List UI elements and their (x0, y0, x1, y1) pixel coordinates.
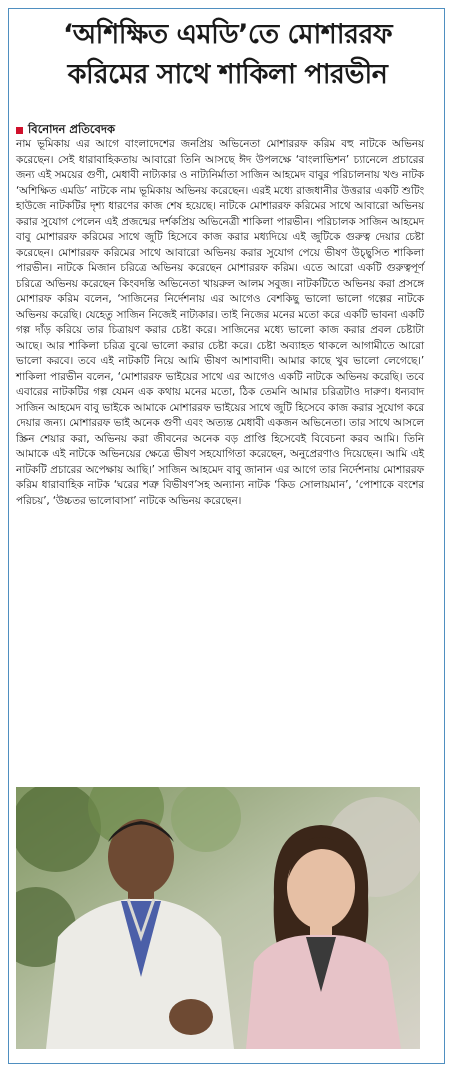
article-photo (16, 787, 420, 1049)
byline-bullet-icon (16, 127, 23, 134)
byline-text: বিনোদন প্রতিবেদক (28, 122, 116, 136)
headline (9, 15, 446, 95)
headline-line-1: ‘অশিক্ষিত এমডি’তে মোশাররফ (62, 19, 393, 50)
article-body: নাম ভূমিকায় এর আগে বাংলাদেশের জনপ্রিয় অভিনেতা মোশাররফ করিম বহু নাটকে অভিনয় করেছেন। সেই ধারাবাহিকতায় আবারো তিনি আসছে ঈদ উপলক্ষে ‘বাংলাভিশন’ চ্যানেলে প্রচারের জন্য এই সময়ের গুণী, মেধাবী নাট্যকার ও নাট্যনির্মাতা সাজিন আহমেদ বাবুর পরিচালনায় খণ্ড নাটক ‘অশিক্ষিত এমডি’ নাটকে নাম ভূমিকায় অভিনয় করেছেন। এরই মধ্যে রাজধানীর উত্তরার একটি শুটিং হাউজে নাটকটির দৃশ্য ধারণের কাজ শেষ হয়েছে। নাটকে মোশাররফ করিমের সাথে আবারো অভিনয় করার সুযোগ পেলেন এই প্রজন্মের দর্শকপ্রিয় অভিনেত্রী শাকিলা পারভীন। পরিচালক সাজিন আহমেদ বাবু মোশাররফ করিমের সাথে জুটি হিসেবে কাজ করার মধ্যদিয়ে এই জুটিকে গুরুত্ব দেয়ার চেষ্টা করেছেন। মোশাররফ করিমের সাথে আবারো অভিনয় করার সুযোগ পেয়ে ভীষণ উচ্ছ্বসিত শাকিলা পারভীন। নাটকে মিজান চরিত্রে অভিনয় করেছেন মোশাররফ করিম। এতে আরো একটি গুরুত্বপূর্ণ চরিত্রে অভিনয় করেছেন কিংবদন্তি অভিনেতা খায়রুল আলম সবুজ। নাটকটিতে অভিনয় করা প্রসঙ্গে মোশারফ করিম বলেন, ‘সাজিনের নির্দেশনায় এর আগেও বেশকিছু ভালো ভালো গল্পের নাটকে অভিনয় করেছি। যেহেতু সাজিন নিজেই নাট্যকার। তাই নিজের মনের মতো করে একটি ভাবনা একটি গল্প দাঁড় করিয়ে তার চিত্রায়ণ করার চেষ্টা করে। সাজিনের মধ্যে ভালো কাজ করার প্রবল চেষ্টাটা আছে। আর শাকিলা চরিত্র বুঝে ভালো করার চেষ্টা করে। চেষ্টা অব্যাহত থাকলে আগামীতে আরো ভালো করবে। তবে এই নাটকটি নিয়ে আমি ভীষণ আশাবাদী। আমার কাছে খুব ভালো লেগেছে।’ শাকিলা পারভীন বলেন, ‘মোশাররফ ভাইয়ের সাথে এর আগেও একটি নাটকে অভিনয় করেছি। তবে এবারের নাটকটির গল্প যেমন এক কথায় মনের মতো, ঠিক তেমনি আমার চরিত্রটাও দারুণ। ধন্যবাদ সাজিন আহমেদ বাবু ভাইকে আমাকে মোশাররফ ভাইয়ের সাথে জুটি হিসেবে কাজ করার সুযোগ করে দেয়ার জন্য। মোশাররফ ভাই অনেক গুণী এবং অত্যন্ত মেধাবী একজন অভিনেতা। তার সাথে আসলে স্ক্রিন শেয়ার করা, অভিনয় করা জীবনের অনেক বড় প্রাপ্তি হিসেবেই বিবেচনা করব আমি। তিনি আমাকে এই নাটকে অভিনয়ের ক্ষেত্রে ভীষণ সহযোগিতা করেছেন, অনুপ্রেরণাও দিয়েছেন। আমি এই নাটকটি প্রচারের অপেক্ষায় আছি।’ সাজিন আহমেদ বাবু জানান এর আগে তার নির্দেশনায় মোশাররফ করিম ধারাবাহিক নাটক ‘ঘরের শত্রু বিভীষণ’সহ অন্যান্য নাটক ‘কিড সোলায়মান’, ‘পোশাকে বংশের পরিচয়’, ‘উচ্চতর ভালোবাসা’ নাটকে অভিনয় করেছেন। (16, 138, 424, 507)
headline-line-2: করিমের সাথে শাকিলা পারভীন (67, 59, 388, 90)
photo-illustration (16, 787, 420, 1049)
